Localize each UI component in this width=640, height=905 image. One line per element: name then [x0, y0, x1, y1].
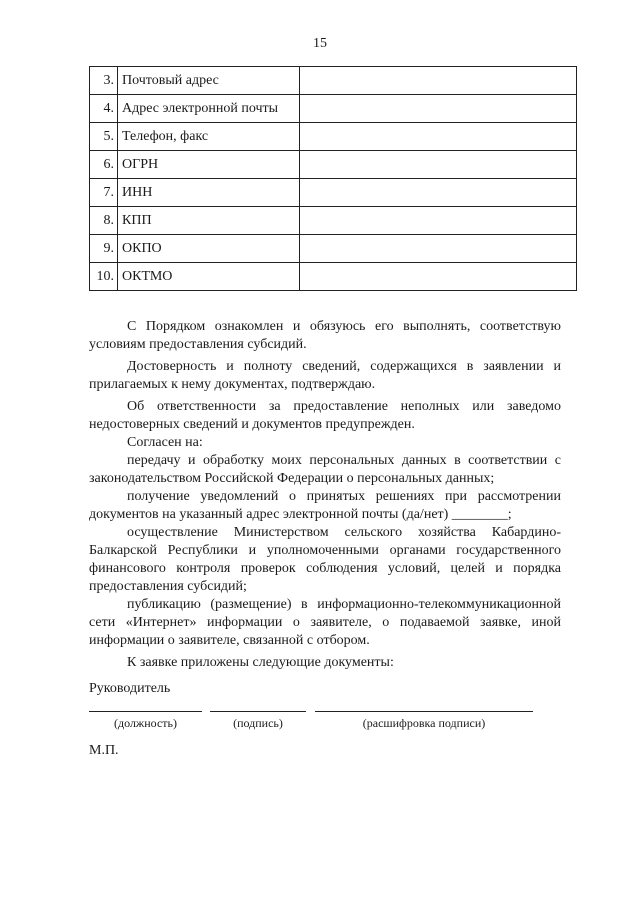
row-value[interactable]	[300, 235, 577, 263]
row-value[interactable]	[300, 207, 577, 235]
row-number: 6.	[90, 151, 118, 179]
table-row	[90, 207, 577, 235]
position-caption: (должность)	[114, 716, 177, 730]
row-number: 10.	[90, 263, 118, 291]
table-row	[90, 95, 577, 123]
decoding-caption: (расшифровка подписи)	[362, 716, 486, 730]
paragraph-reliability: Достоверность и полноту сведений, содержащихся в заявлении и прилагаемых к нему документах, подтверждаю.	[89, 359, 561, 392]
table-row	[90, 151, 577, 179]
row-value[interactable]	[300, 179, 577, 207]
row-value[interactable]	[300, 263, 577, 291]
row-number: 5.	[90, 123, 118, 151]
paragraph-attached-docs: К заявке приложены следующие документы:	[127, 655, 394, 670]
row-number: 3.	[90, 67, 118, 95]
paragraph-consent-heading: Согласен на:	[127, 435, 203, 450]
row-label: ОКПО	[118, 235, 300, 263]
row-number: 7.	[90, 179, 118, 207]
page-number: 15	[313, 36, 327, 51]
row-label: КПП	[118, 207, 300, 235]
decoding-line[interactable]	[315, 711, 533, 712]
stamp-label: М.П.	[89, 743, 119, 758]
head-label: Руководитель	[89, 681, 171, 696]
row-value[interactable]	[300, 123, 577, 151]
table-row	[90, 67, 577, 95]
signature-line[interactable]	[210, 711, 306, 712]
paragraph-personal-data: передачу и обработку моих персональных данных в соответствии с законодательством Российской Федерации о персональных данных;	[89, 453, 561, 486]
declaration-text	[89, 318, 561, 672]
row-value[interactable]	[300, 67, 577, 95]
table-row	[90, 263, 577, 291]
applicant-details-table	[89, 66, 577, 291]
position-line[interactable]	[89, 711, 202, 712]
row-number: 9.	[90, 235, 118, 263]
paragraph-responsibility: Об ответственности за предоставление неполных или заведомо недостоверных сведений и документов предупрежден.	[89, 399, 561, 432]
row-label: Телефон, факс	[118, 123, 300, 151]
row-label: ИНН	[118, 179, 300, 207]
row-label: ОГРН	[118, 151, 300, 179]
table-row	[90, 235, 577, 263]
table-row	[90, 123, 577, 151]
row-number: 8.	[90, 207, 118, 235]
paragraph-publication: публикацию (размещение) в информационно-телекоммуникационной сети «Интернет» информации о заявителе, о подаваемой заявке, иной информации о заявителе, связанной с отбором.	[89, 597, 561, 648]
row-value[interactable]	[300, 151, 577, 179]
table-row	[90, 179, 577, 207]
row-number: 4.	[90, 95, 118, 123]
row-label: Адрес электронной почты	[118, 95, 300, 123]
paragraph-notifications: получение уведомлений о принятых решениях при рассмотрении документов на указанный адрес электронной почты (да/нет) ________;	[89, 489, 561, 522]
paragraph-procedure: С Порядком ознакомлен и обязуюсь его выполнять, соответствую условиям предоставления субсидий.	[89, 319, 561, 352]
paragraph-inspections: осуществление Министерством сельского хозяйства Кабардино-Балкарской Республики и уполномоченными органами государственного финансового контроля проверок соблюдения условий, целей и порядка предоставления субсидий;	[89, 525, 561, 594]
row-label: Почтовый адрес	[118, 67, 300, 95]
row-label: ОКТМО	[118, 263, 300, 291]
row-value[interactable]	[300, 95, 577, 123]
signature-caption: (подпись)	[233, 716, 283, 730]
